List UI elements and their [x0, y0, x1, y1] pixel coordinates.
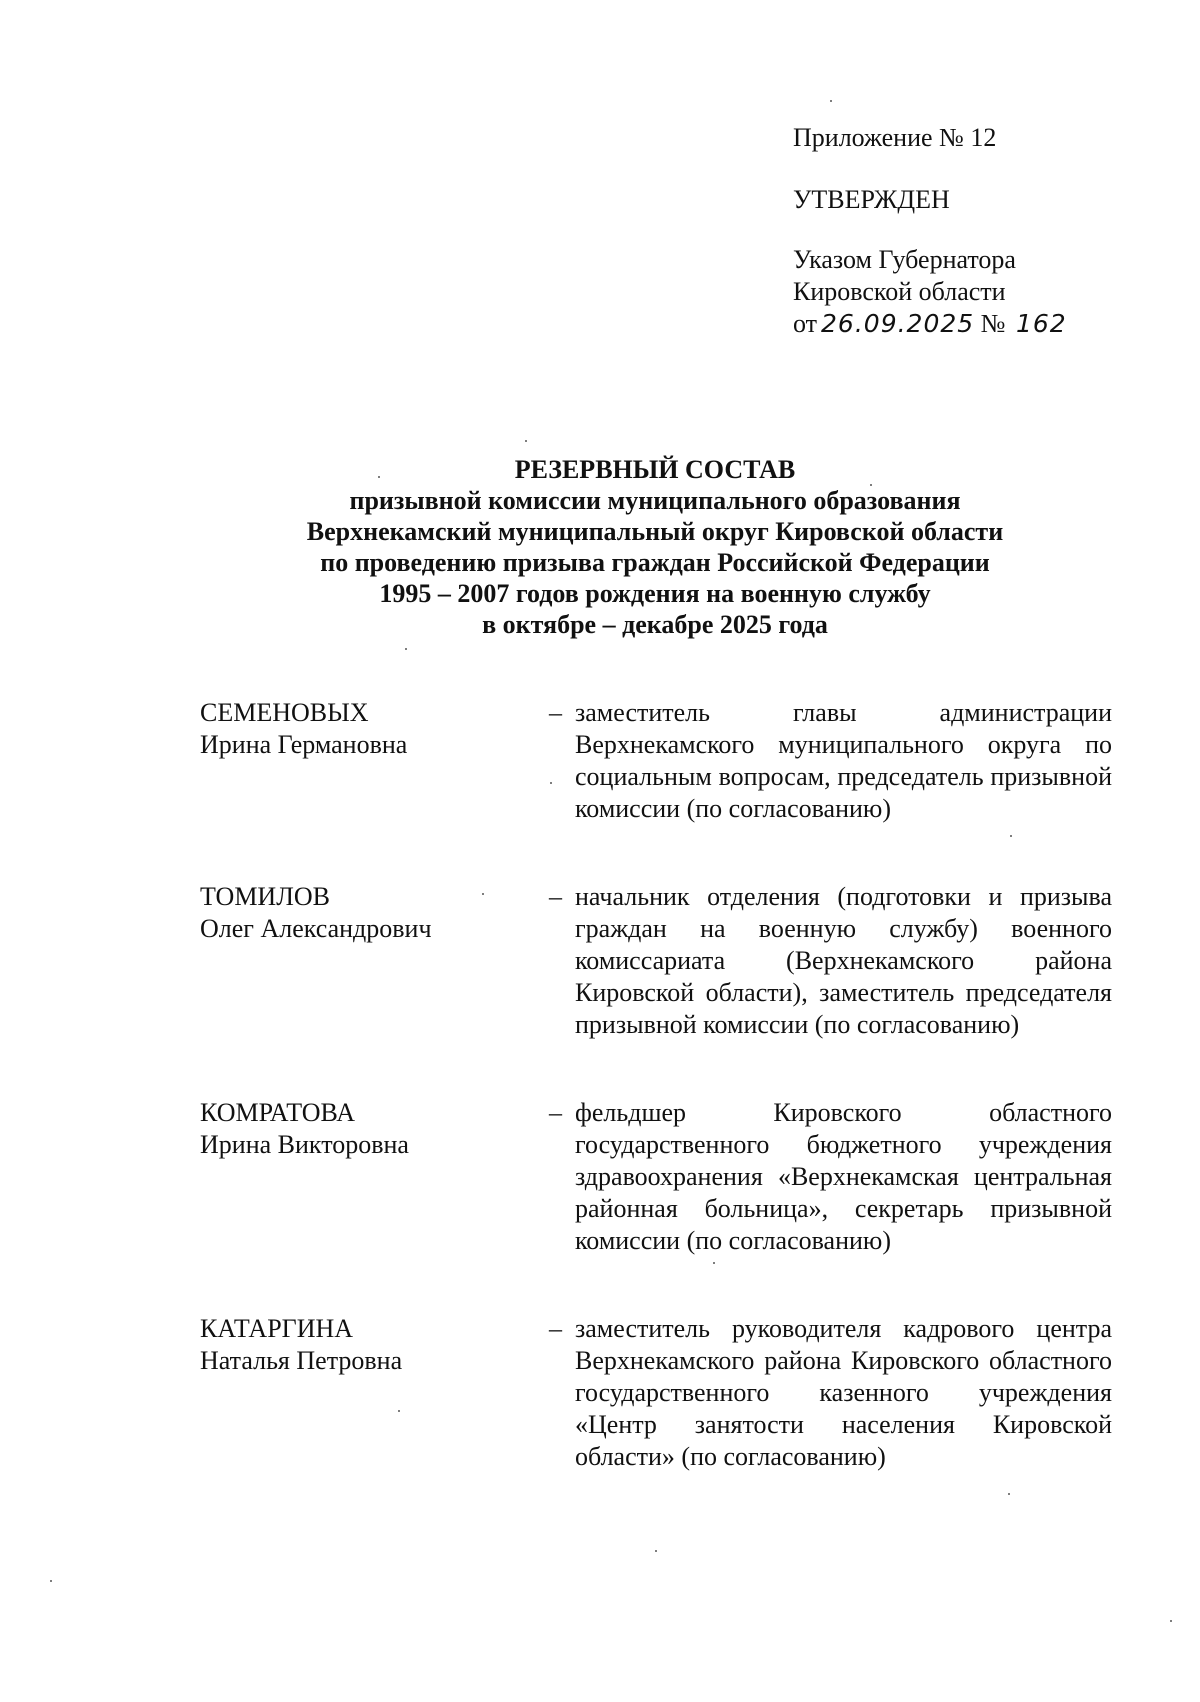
member-role: заместитель главы администрации Верхнекамского муниципального округа по социальным вопросам, председатель призывной комиссии (по согласованию)	[575, 698, 1112, 823]
dash-separator: –	[549, 1314, 562, 1343]
annex-number: Приложение № 12	[793, 123, 997, 152]
scan-speck	[713, 1262, 715, 1264]
title-line-3: Верхнекамский муниципальный округ Кировской области	[306, 517, 1004, 546]
title-line-5: 1995 – 2007 годов рождения на военную службу	[379, 579, 931, 608]
decree-date-line	[793, 308, 1173, 340]
scan-speck	[482, 893, 484, 895]
scan-speck	[550, 782, 552, 784]
member-row	[200, 1097, 1112, 1257]
member-role: фельдшер Кировского областного государственного бюджетного учреждения здравоохранения «Верхнекамская центральная районная больница», секретарь призывной комиссии (по согласованию)	[575, 1098, 1112, 1255]
approved-stamp-text: УТВЕРЖДЕН	[793, 185, 950, 214]
member-surname: ТОМИЛОВ	[200, 882, 330, 911]
member-given-name: Ирина Германовна	[200, 730, 408, 759]
handwritten-date: 26.09.2025	[821, 309, 975, 338]
decree-line-1: Указом Губернатора	[793, 245, 1016, 274]
member-given-name: Ирина Викторовна	[200, 1130, 409, 1159]
handwritten-number: 162	[1015, 309, 1067, 338]
scan-speck	[50, 1580, 52, 1582]
title-line-2: призывной комиссии муниципального образования	[349, 486, 961, 515]
scan-speck	[378, 476, 380, 478]
member-list	[200, 697, 1112, 1529]
scan-speck	[405, 648, 407, 650]
member-name	[200, 1313, 545, 1473]
member-role: заместитель руководителя кадрового центра Верхнекамского района Кировского областного государственного казенного учреждения «Центр занятости населения Кировской области» (по согласованию)	[575, 1314, 1112, 1471]
member-role: начальник отделения (подготовки и призыва граждан на военную службу) военного комиссариата (Верхнекамского района Кировской области), заместитель председателя призывной комиссии (по согласованию)	[575, 882, 1112, 1039]
scan-speck	[1170, 1620, 1172, 1622]
scan-speck	[1008, 1493, 1010, 1495]
scan-speck	[1010, 835, 1012, 837]
member-row	[200, 1313, 1112, 1473]
member-surname: КОМРАТОВА	[200, 1098, 356, 1127]
title-line-6: в октябре – декабре 2025 года	[482, 610, 828, 639]
title-line-1: РЕЗЕРВНЫЙ СОСТАВ	[514, 455, 796, 484]
number-label: №	[980, 309, 1006, 338]
scan-speck	[870, 484, 872, 486]
scan-speck	[525, 440, 527, 442]
title-line-4: по проведению призыва граждан Российской Федерации	[320, 548, 990, 577]
member-surname: СЕМЕНОВЫХ	[200, 698, 369, 727]
member-name	[200, 697, 545, 825]
document-title	[150, 454, 1160, 640]
scan-speck	[398, 1410, 400, 1412]
from-label: от	[793, 309, 818, 338]
scan-speck	[655, 1550, 657, 1552]
decree-line-2: Кировской области	[793, 277, 1006, 306]
dash-separator: –	[549, 698, 562, 727]
member-name	[200, 1097, 545, 1257]
scan-speck	[830, 100, 832, 102]
member-surname: КАТАРГИНА	[200, 1314, 354, 1343]
member-name	[200, 881, 545, 1041]
member-given-name: Наталья Петровна	[200, 1346, 403, 1375]
dash-separator: –	[549, 882, 562, 911]
member-row	[200, 881, 1112, 1041]
member-given-name: Олег Александрович	[200, 914, 432, 943]
member-row	[200, 697, 1112, 825]
approval-header	[793, 122, 1173, 340]
dash-separator: –	[549, 1098, 562, 1127]
